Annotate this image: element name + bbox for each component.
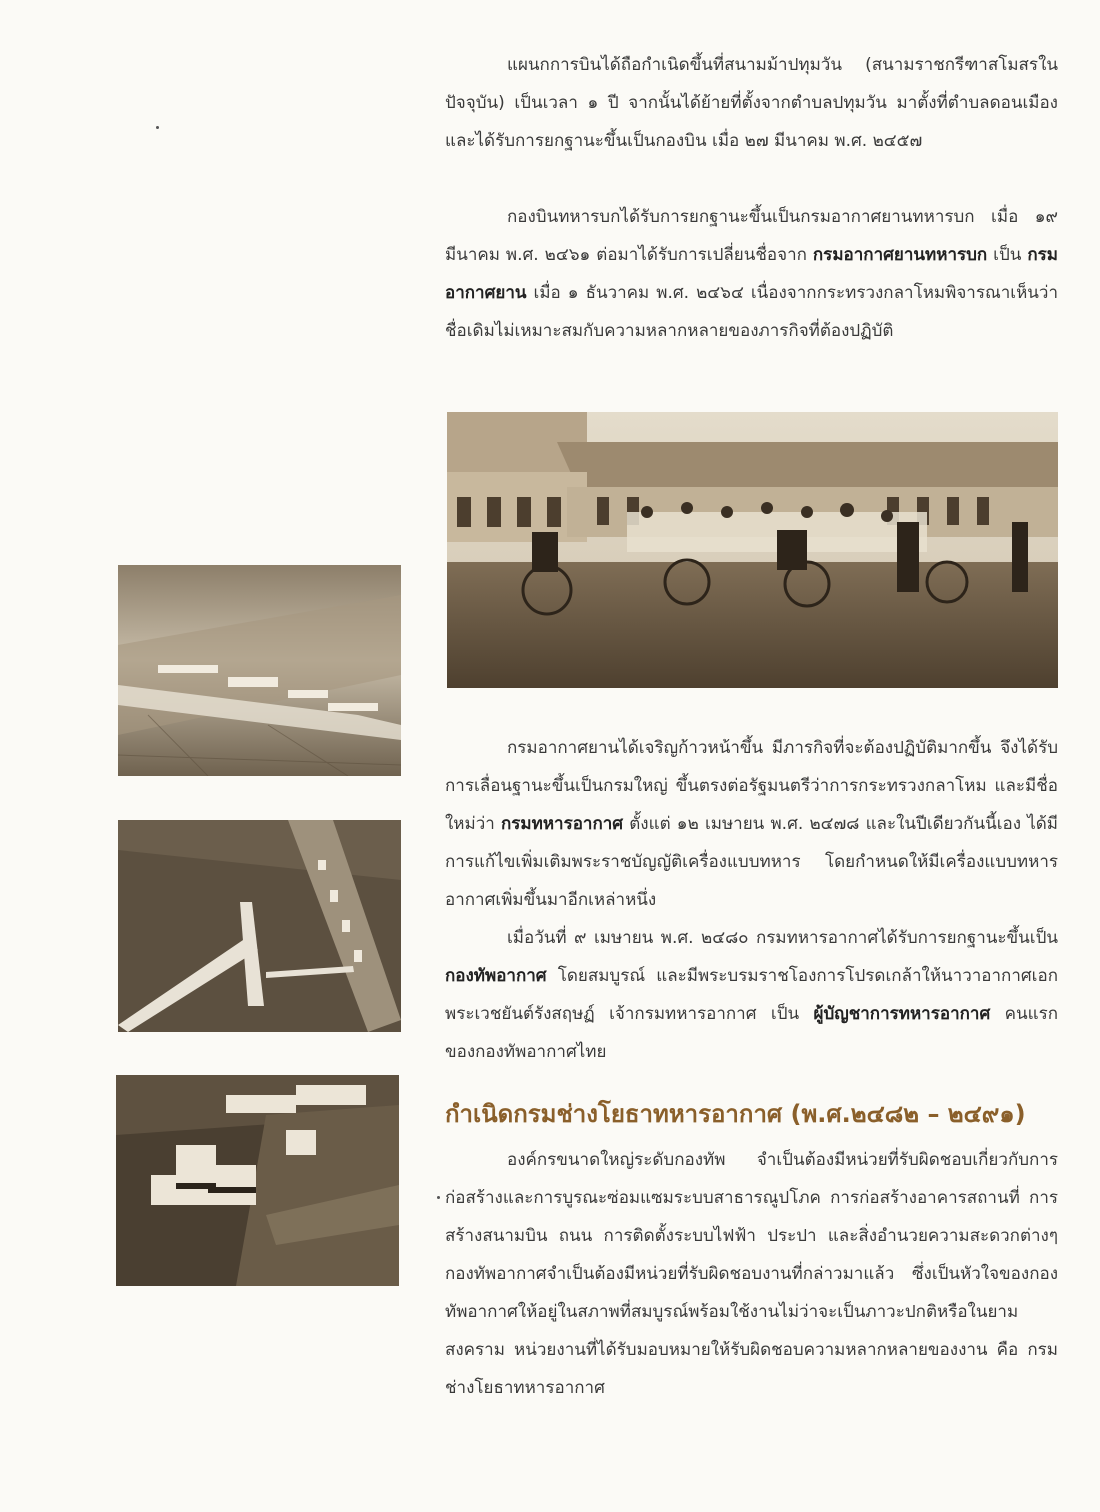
photo-aerial-building-complex-graphic bbox=[116, 1075, 399, 1286]
paragraph-air-force-department bbox=[445, 729, 1058, 919]
p4-text-e: คนแรกของกองทัพอากาศไทย bbox=[445, 1004, 1059, 1062]
speck-mark bbox=[437, 1196, 440, 1199]
p2-text-c: เป็น bbox=[987, 245, 1028, 265]
paragraph-royal-thai-air-force bbox=[445, 919, 1058, 1071]
section-heading: กำเนิดกรมช่างโยธาทหารอากาศ (พ.ศ.๒๔๘๒ – ๒๔๙๑) bbox=[445, 1100, 1026, 1128]
paragraph-5-text: องค์กรขนาดใหญ่ระดับกองทัพ จำเป็นต้องมีหน่วยที่รับผิดชอบเกี่ยวกับการก่อสร้างและการบูรณะซ่อมแซมระบบสาธารณูปโภค การก่อสร้างอาคารสถานที่ การสร้างสนามบิน ถนน การติดตั้งระบบไฟฟ้า ประปา และสิ่งอำนวยความสะดวกต่างๆ กองทัพอากาศจำเป็นต้องมีหน่วยที่รับผิดชอบงานที่กล่าวมาแล้ว ซึ่งเป็นหัวใจของกองทัพอากาศให้อยู่ในสภาพที่สมบูรณ์พร้อมใช้งานไม่ว่าจะเป็นภาวะปกติหรือในยามสงคราม หน่วยงานที่ได้รับมอบหมายให้รับผิดชอบความหลากหลายของงาน คือ กรมช่างโยธาทหารอากาศ bbox=[445, 1150, 1058, 1398]
paragraph-4-text bbox=[445, 919, 1058, 1071]
paragraph-1-text: แผนกการบินได้ถือกำเนิดขึ้นที่สนามม้าปทุมวัน (สนามราชกรีฑาสโมสรในปัจจุบัน) เป็นเวลา ๑ ปี จากนั้นได้ย้ายที่ตั้งจากตำบลปทุมวัน มาตั้งที่ตำบลดอนเมือง และได้รับการยกฐานะขึ้นเป็นกองบิน เมื่อ ๒๗ มีนาคม พ.ศ. ๒๔๕๗ bbox=[445, 55, 1058, 151]
photo-historic-building-crowd bbox=[447, 412, 1058, 688]
photo-aerial-airfield-1 bbox=[118, 565, 401, 776]
p3-text-c: ตั้งแต่ ๑๒ เมษายน พ.ศ. ๒๔๗๘ และในปีเดียวกันนี้เอง ได้มีการแก้ไขเพิ่มเติมพระราชบัญญัติเครื่องแบบทหาร โดยกำหนดให้มีเครื่องแบบทหารอากาศเพิ่มขึ้นมาอีกเหล่าหนึ่ง bbox=[445, 814, 1058, 910]
paragraph-2-text bbox=[445, 198, 1058, 350]
p2-bold-army-aviation: กรมอากาศยานทหารบก bbox=[812, 245, 988, 265]
paragraph-civil-engineering-department bbox=[445, 1141, 1058, 1407]
paragraph-3-text bbox=[445, 729, 1058, 919]
p4-text-c: โดยสมบูรณ์ และมีพระบรมราชโองการโปรดเกล้าให้นาวาอากาศเอก พระเวชยันต์รังสฤษฏ์ เจ้ากรมทหารอากาศ เป็น bbox=[445, 966, 1058, 1024]
photo-aerial-runway-graphic bbox=[118, 820, 401, 1032]
p4-text-a: เมื่อวันที่ ๙ เมษายน พ.ศ. ๒๔๘๐ กรมทหารอากาศได้รับการยกฐานะขึ้นเป็น bbox=[507, 928, 1058, 948]
p4-bold-commander: ผู้บัญชาการทหารอากาศ bbox=[813, 1004, 991, 1024]
p3-bold-air-department: กรมทหารอากาศ bbox=[500, 814, 624, 834]
paragraph-army-aviation-department bbox=[445, 198, 1058, 350]
paragraph-origin-flight-division bbox=[445, 46, 1058, 160]
p2-bold-aviation-department: กรมอากาศยาน bbox=[445, 245, 1058, 303]
speck-mark bbox=[156, 126, 159, 129]
p2-text-e: เมื่อ ๑ ธันวาคม พ.ศ. ๒๔๖๔ เนื่องจากกระทรวงกลาโหมพิจารณาเห็นว่าชื่อเดิมไม่เหมาะสมกับความหลากหลายของภารกิจที่ต้องปฏิบัติ bbox=[445, 283, 1058, 341]
p3-text-a: กรมอากาศยานได้เจริญก้าวหน้าขึ้น มีภารกิจที่จะต้องปฏิบัติมากขึ้น จึงได้รับการเลื่อนฐานะขึ้นเป็นกรมใหญ่ ขึ้นตรงต่อรัฐมนตรีว่าการกระทรวงกลาโหม และมีชื่อใหม่ว่า bbox=[445, 738, 1058, 834]
photo-historic-building-graphic bbox=[447, 412, 1058, 688]
p4-bold-air-force: กองทัพอากาศ bbox=[445, 966, 547, 986]
photo-aerial-runway bbox=[118, 820, 401, 1032]
photo-aerial-airfield-1-graphic bbox=[118, 565, 401, 776]
photo-aerial-building-complex bbox=[116, 1075, 399, 1286]
p2-text-a: กองบินทหารบกได้รับการยกฐานะขึ้นเป็นกรมอากาศยานทหารบก เมื่อ ๑๙ มีนาคม พ.ศ. ๒๔๖๑ ต่อมาได้รับการเปลี่ยนชื่อจาก bbox=[445, 207, 1058, 265]
